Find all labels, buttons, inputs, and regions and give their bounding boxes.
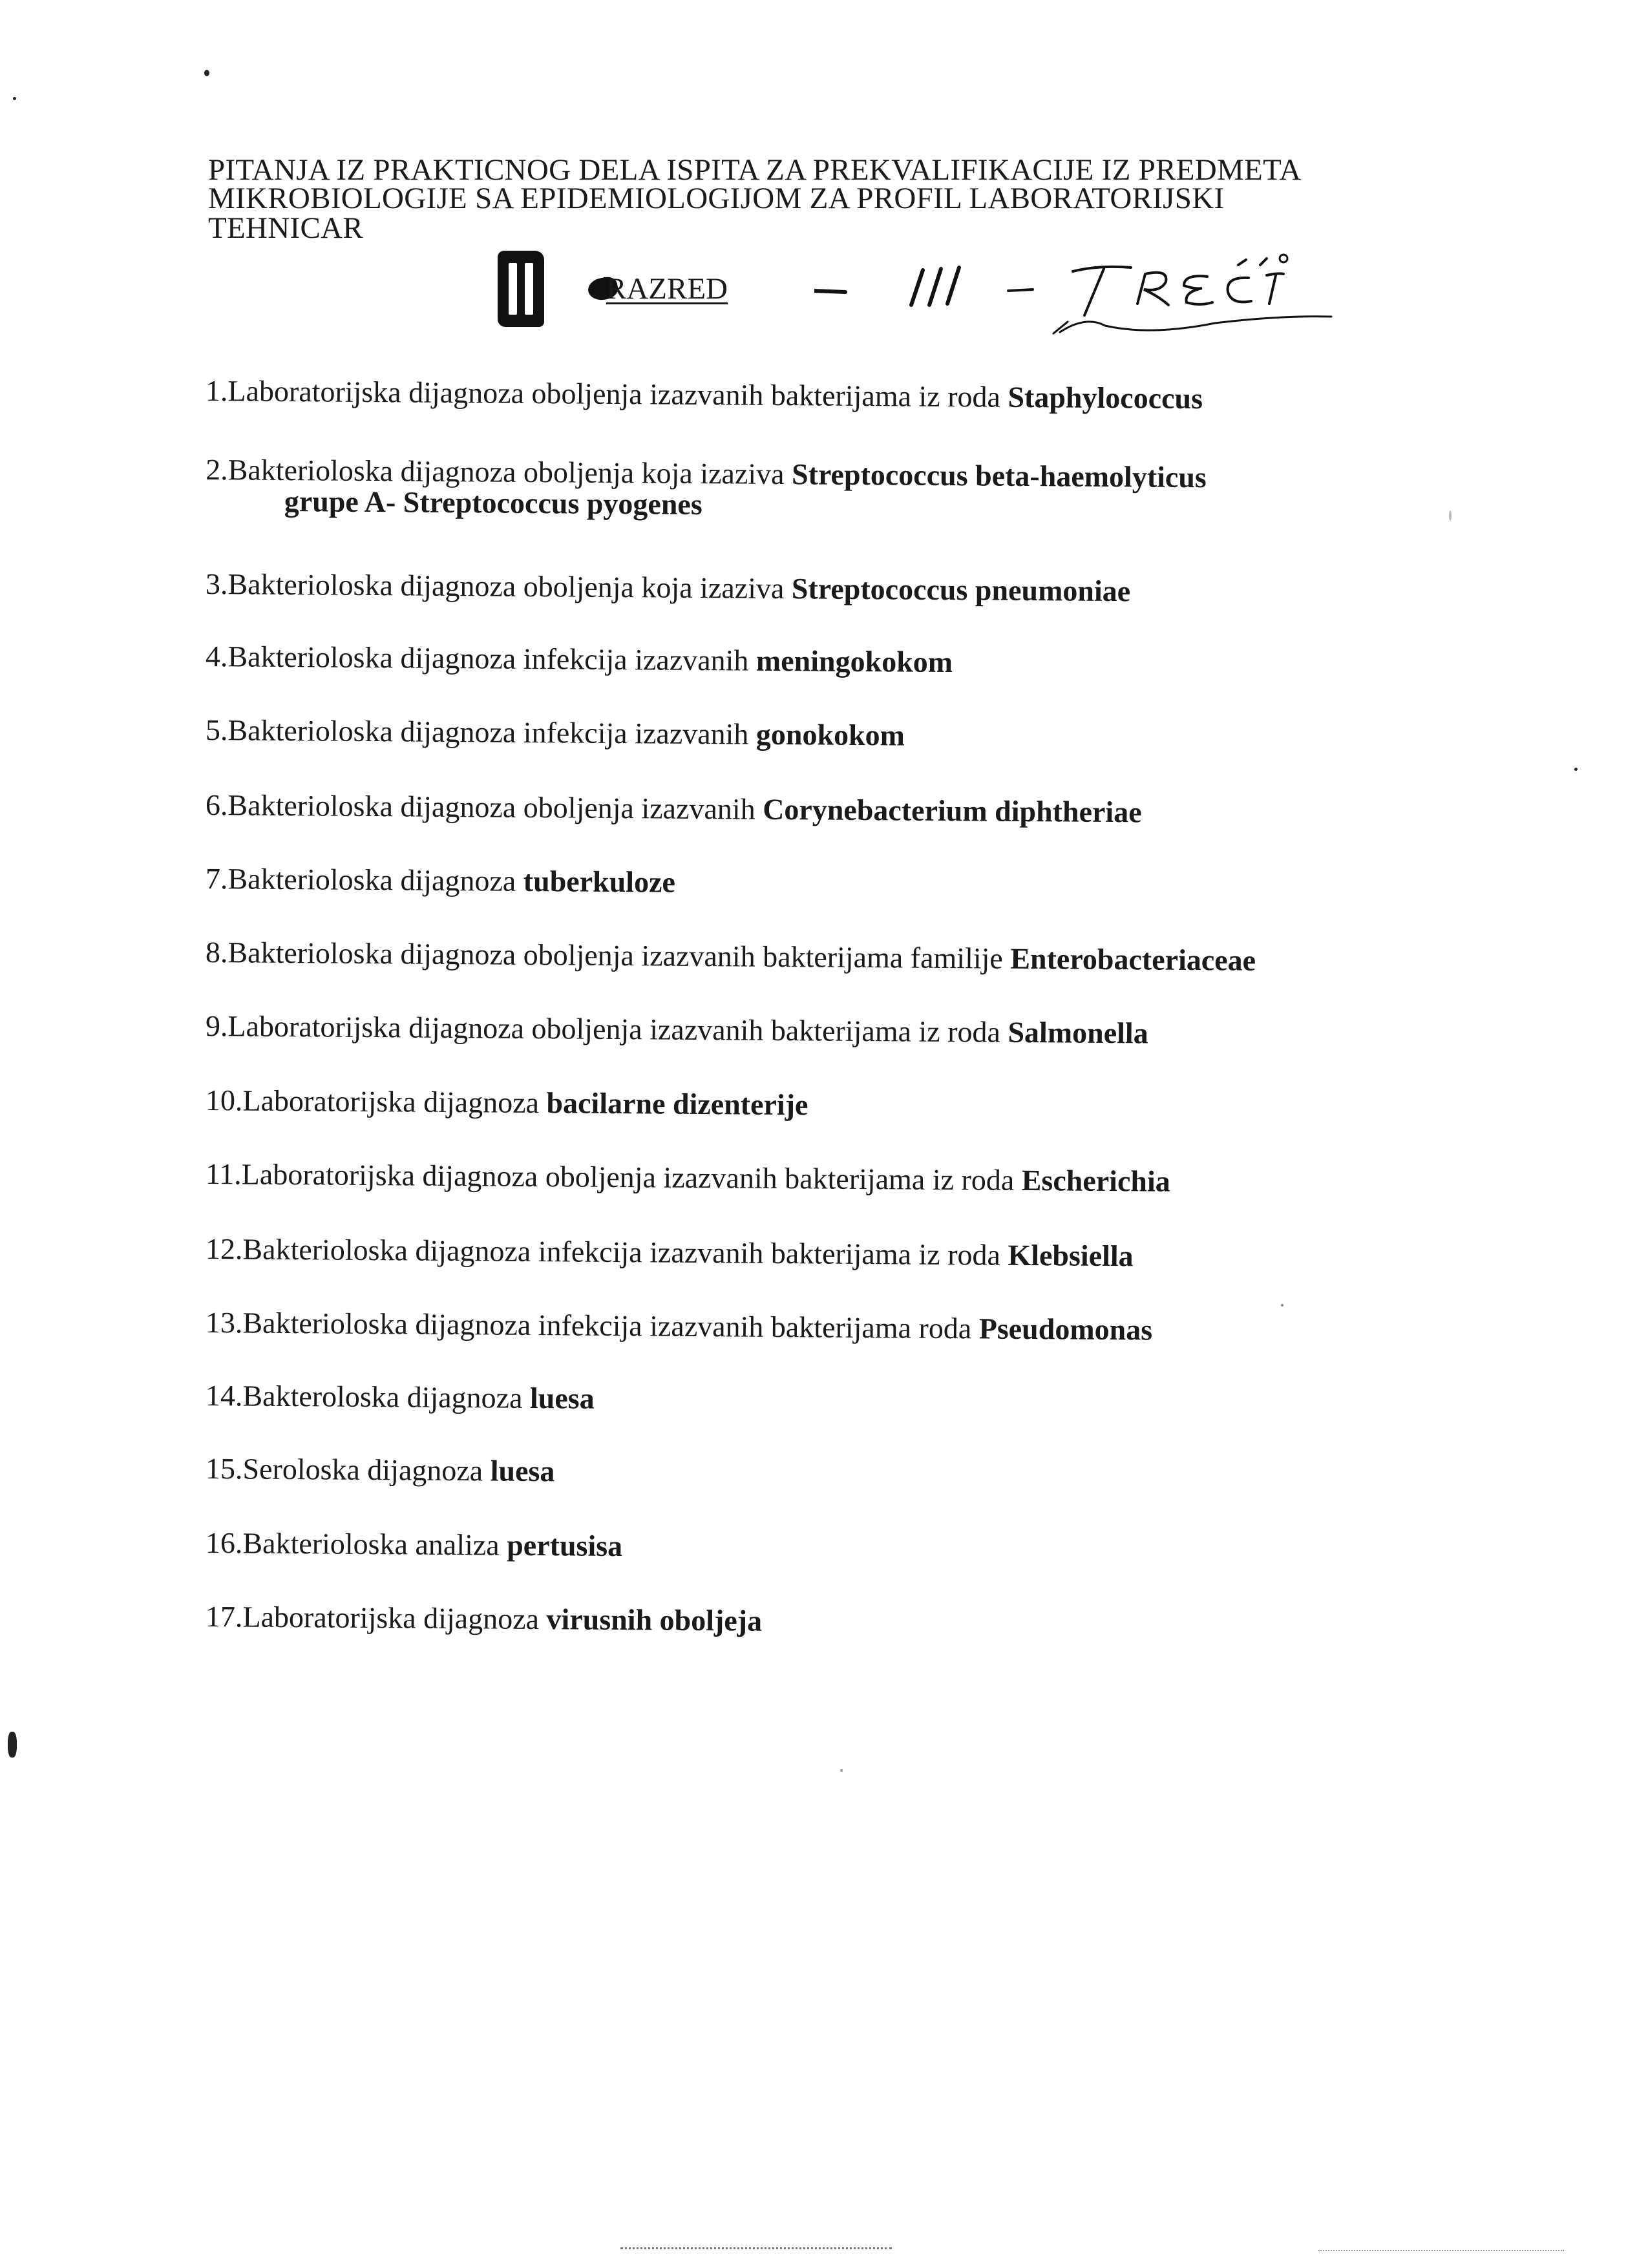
- question-item-17: 17.Laboratorijska dijagnoza virusnih oboljeja: [205, 1600, 763, 1637]
- scan-edge-noise: [620, 2247, 892, 2253]
- question-item-3: 3.Bakterioloska dijagnoza oboljenja koja izaziva Streptococcus pneumoniae: [205, 567, 1131, 608]
- question-item-2: 2.Bakterioloska dijagnoza oboljenja koja izaziva Streptococcus beta-haemolyticus grupe A- Streptococcus pyogenes: [206, 452, 1207, 526]
- question-item-1: 1.Laboratorijska dijagnoza oboljenja izazvanih bakterijama iz roda Staphylococcus: [205, 374, 1203, 415]
- question-item-4: 4.Bakterioloska dijagnoza infekcija izazvanih meningokokom: [205, 640, 953, 679]
- heading-line-2: MIKROBIOLOGIJE SA EPIDEMIOLOGIJOM ZA PROFIL LABORATORIJSKI: [208, 182, 1225, 215]
- question-item-10: 10.Laboratorijska dijagnoza bacilarne dizenterije: [205, 1084, 808, 1122]
- question-item-13: 13.Bakterioloska dijagnoza infekcija izazvanih bakterijama roda Pseudomonas: [205, 1306, 1153, 1347]
- heading-line-1: PITANJA IZ PRAKTICNOG DELA ISPITA ZA PREKVALIFIKACIJE IZ PREDMETA: [208, 153, 1302, 187]
- heading-line-3: TEHNICAR: [208, 211, 363, 245]
- scan-speck: [8, 1732, 17, 1758]
- roman-numeral-stamp-icon: [498, 251, 544, 327]
- handwritten-annotation: [814, 246, 1338, 342]
- scan-speck: [204, 70, 209, 76]
- scan-speck: [13, 97, 16, 100]
- question-item-16: 16.Bakterioloska analiza pertusisa: [205, 1526, 623, 1563]
- question-item-7: 7.Bakterioloska dijagnoza tuberkuloze: [205, 862, 676, 899]
- question-item-14: 14.Bakteroloska dijagnoza luesa: [205, 1379, 595, 1415]
- question-item-11: 11.Laboratorijska dijagnoza oboljenja izazvanih bakterijama iz roda Escherichia: [205, 1157, 1170, 1198]
- class-designation: [498, 246, 1338, 342]
- question-item-12: 12.Bakterioloska dijagnoza infekcija izazvanih bakterijama iz roda Klebsiella: [205, 1232, 1134, 1273]
- question-item-2-continuation: grupe A- Streptococcus pyogenes: [284, 484, 703, 521]
- scan-speck: [840, 1769, 843, 1772]
- question-item-15: 15.Seroloska dijagnoza luesa: [205, 1452, 555, 1488]
- question-item-5: 5.Bakterioloska dijagnoza infekcija izazvanih gonokokom: [205, 713, 905, 752]
- scan-speck: [1574, 768, 1578, 771]
- razred-label: RAZRED: [606, 272, 728, 306]
- question-item-8: 8.Bakterioloska dijagnoza oboljenja izazvanih bakterijama familije Enterobacteriaceae: [205, 936, 1256, 977]
- question-item-6: 6.Bakterioloska dijagnoza oboljenja izazvanih Corynebacterium diphtheriae: [205, 788, 1142, 829]
- scan-edge-noise: [1318, 2250, 1564, 2254]
- scan-speck: [1281, 1304, 1284, 1307]
- question-item-9: 9.Laboratorijska dijagnoza oboljenja izazvanih bakterijama iz roda Salmonella: [205, 1009, 1148, 1050]
- scan-speck: [1449, 510, 1452, 521]
- document-heading: [208, 154, 1436, 244]
